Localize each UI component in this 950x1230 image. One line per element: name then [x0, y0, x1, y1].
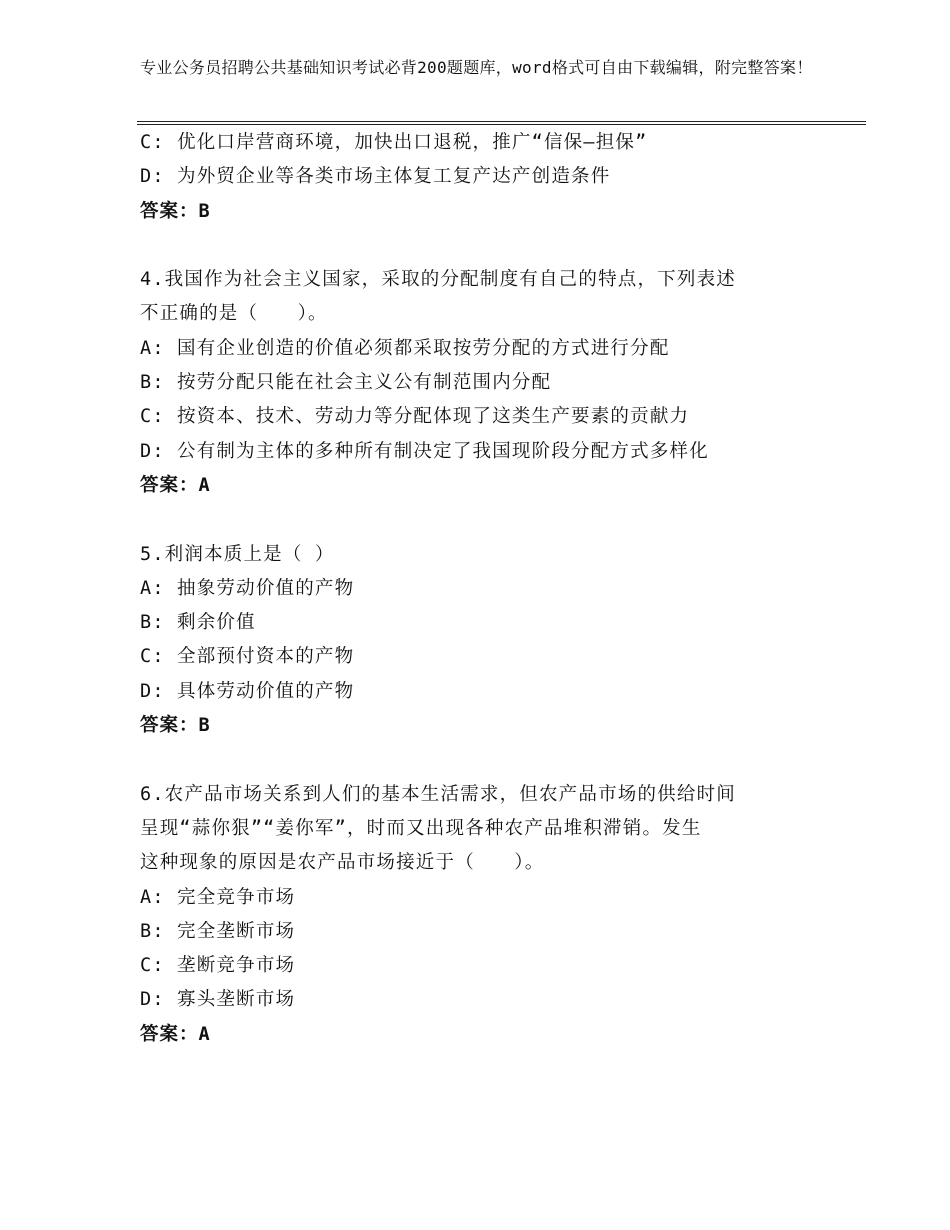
- answer: 答案：A: [140, 1023, 211, 1045]
- option-b: B: 完全垄断市场: [140, 920, 296, 942]
- spacer: [140, 229, 840, 263]
- option-d: D: 寡头垄断市场: [140, 989, 296, 1011]
- option-a: A: 完全竞争市场: [140, 886, 296, 908]
- answer: 答案：A: [140, 474, 211, 496]
- question-5: [140, 538, 840, 744]
- option-c: C: 按资本、技术、劳动力等分配体现了这类生产要素的贡献力: [140, 406, 690, 428]
- question-stem: 5.利润本质上是（ ）: [140, 543, 335, 565]
- spacer: [140, 743, 840, 777]
- option-d: D: 为外贸企业等各类市场主体复工复产达产创造条件: [140, 166, 611, 188]
- question-stem: 4.我国作为社会主义国家，采取的分配制度有自己的特点，下列表述: [140, 269, 736, 291]
- option-a: A: 抽象劳动价值的产物: [140, 577, 355, 599]
- option-a: A: 国有企业创造的价值必须都采取按劳分配的方式进行分配: [140, 337, 670, 359]
- option-b: B: 按劳分配只能在社会主义公有制范围内分配: [140, 372, 552, 394]
- header-divider-thick: [137, 124, 866, 125]
- answer: 答案：B: [140, 715, 211, 737]
- answer: 答案：B: [140, 200, 211, 222]
- option-c: C: 全部预付资本的产物: [140, 646, 355, 668]
- option-c: C: 垄断竞争市场: [140, 955, 296, 977]
- question-stem: 不正确的是（ ）。: [140, 303, 328, 325]
- option-c: C: 优化口岸营商环境，加快出口退税，推广“信保—担保”: [140, 132, 648, 153]
- question-6: [140, 778, 840, 1052]
- question-stem: 呈现“蒜你狠”“姜你军”，时而又出现各种农产品堆积滞销。发生: [140, 817, 702, 839]
- question-content: [140, 126, 840, 1052]
- question-3-tail: [140, 126, 840, 229]
- page-header: 专业公务员招聘公共基础知识考试必背200题题库，word格式可自由下载编辑，附完整答案！: [140, 58, 813, 77]
- question-stem: 这种现象的原因是农产品市场接近于（ ）。: [140, 852, 545, 874]
- header-divider: [137, 121, 866, 122]
- question-stem: 6.农产品市场关系到人们的基本生活需求，但农产品市场的供给时间: [140, 783, 736, 805]
- option-b: B: 剩余价值: [140, 612, 256, 634]
- question-4: [140, 263, 840, 503]
- option-d: D: 具体劳动价值的产物: [140, 680, 355, 702]
- option-d: D: 公有制为主体的多种所有制决定了我国现阶段分配方式多样化: [140, 440, 709, 462]
- spacer: [140, 503, 840, 537]
